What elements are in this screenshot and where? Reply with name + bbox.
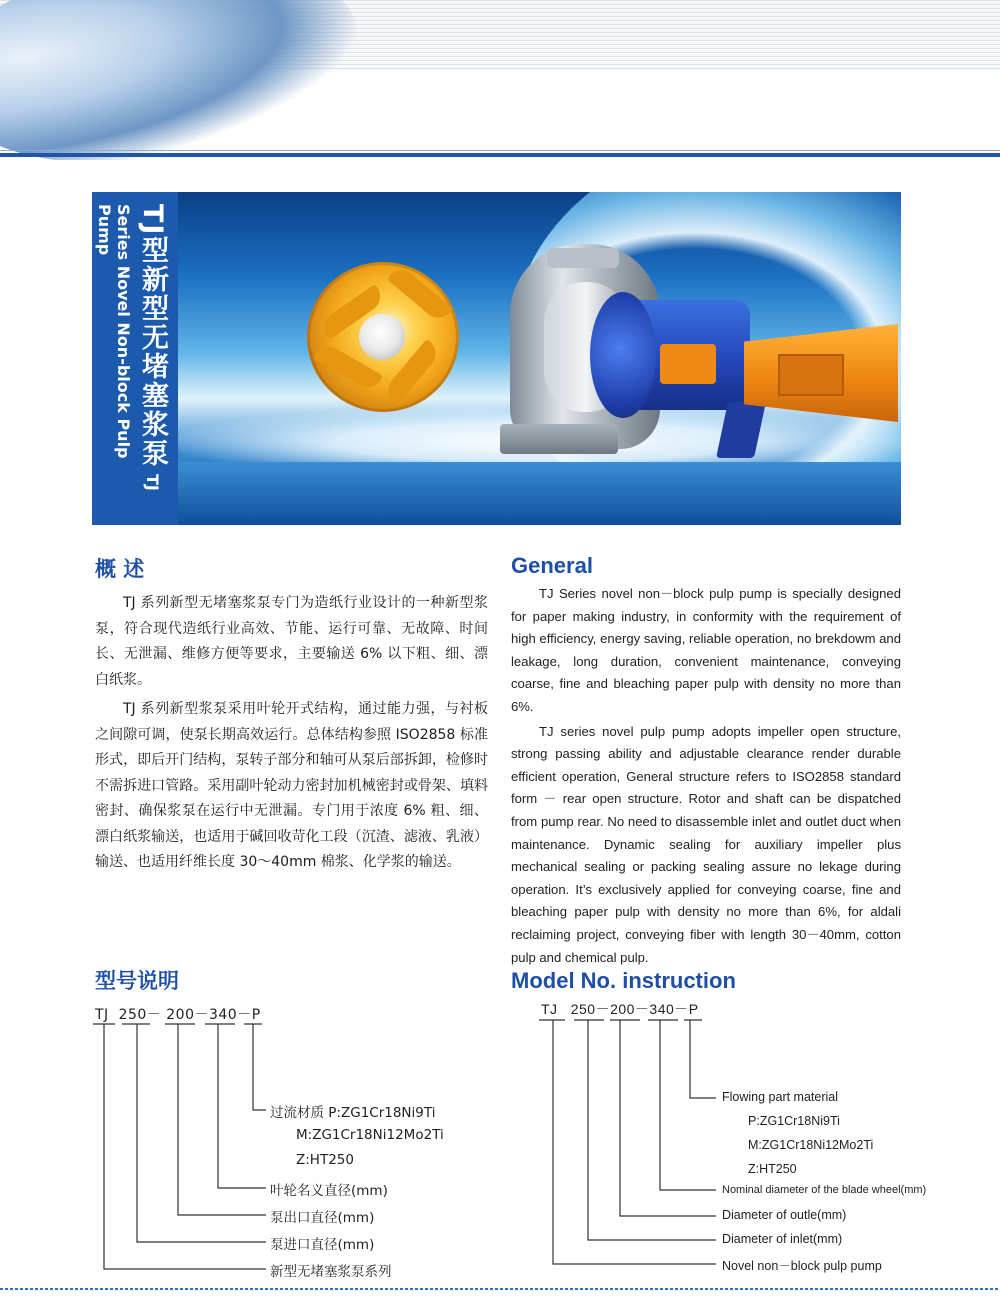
label-outlet-diameter-cn: 泵出口直径(mm): [270, 1210, 375, 1226]
banner-title-en: TJ Series Novel Non-block Pulp Pump: [95, 204, 162, 491]
label-series-en: Novel non－block pulp pump: [722, 1259, 882, 1273]
general-paragraph-cn: TJ 系列新型浆泵采用叶轮开式结构，通过能力强，与衬板之间隙可调，使泵长期高效运行。总体结构参照 ISO2858 标准形式，即后开门结构，泵转子部分和轴可从泵后部拆卸，检修时不需拆进口管路。采用副叶轮动力密封加机械密封或骨架、填料密封、确保浆泵在运行中无泄漏。专门用于浓度 6% 粗、细、漂白纸浆输送，也适用于碱回收苛化工段（沉渣、滤液、乳液）输送、也适用纤维长度 30～40mm 棉浆、化学浆的输送。: [95, 701, 488, 870]
general-heading-en: General: [511, 553, 593, 578]
model-heading-cn: 型号说明: [95, 969, 179, 993]
label-series-cn: 新型无堵塞浆泵系列: [270, 1264, 392, 1280]
bottom-dotted-rule: [0, 1288, 1000, 1290]
label-inlet-diameter-cn: 泵进口直径(mm): [270, 1237, 375, 1253]
general-paragraph-en: TJ Series novel non－block pulp pump is specially designed for paper making industry, in conformity with the requirement of high efficiency, energy saving, reliable operation, no brekdowm and leakage, long duration, convenient maintenance, conveying coarse, fine and bleaching paper pulp with density no more than 6%.: [511, 586, 901, 714]
general-heading-cn: 概 述: [95, 557, 145, 581]
label-material-m-en: M:ZG1Cr18Ni12Mo2Ti: [748, 1138, 874, 1152]
label-material-cn: 过流材质 P:ZG1Cr18Ni9Ti: [270, 1105, 436, 1121]
general-paragraph-cn: TJ 系列新型无堵塞浆泵专门为造纸行业设计的一种新型浆泵，符合现代造纸行业高效、节能、运行可靠、无故障、时间长、无泄漏、维修方便等要求，主要输送 6% 以下粗、细、漂白纸浆。: [95, 595, 488, 688]
label-material-p-en: P:ZG1Cr18Ni9Ti: [748, 1114, 840, 1128]
label-inlet-diameter-en: Diameter of inlet(mm): [722, 1232, 843, 1246]
label-impeller-diameter-en: Nominal diameter of the blade wheel(mm): [722, 1184, 927, 1196]
label-outlet-diameter-en: Diameter of outle(mm): [722, 1208, 847, 1222]
label-impeller-diameter-cn: 叶轮名义直径(mm): [270, 1183, 388, 1199]
label-material-en: Flowing part material: [722, 1090, 839, 1104]
label-material-m-cn: M:ZG1Cr18Ni12Mo2Ti: [296, 1127, 444, 1143]
general-paragraph-en: TJ series novel pulp pump adopts impeller open structure, strong passing ability and adjustable clearance render durable efficient operation, General structure refers to ISO2858 standard form － rear open structure. Rotor and shaft can be dispatched from pump rear. No need to disassemble inlet and outlet duct when maintenance. Dynamic sealing for auxiliary impeller plus mechanical sealing or packing sealing assure no lekage during operation. It’s exclusively applied for conveying coarse, fine and bleaching paper pulp with density no more than 6%, for aldali reclaiming project, conveying fiber with length 30－40mm, cotton pulp and chemical pulp.: [511, 723, 901, 965]
label-material-z-en: Z:HT250: [748, 1162, 797, 1176]
banner-title-cn: TJ型新型无堵塞浆泵: [137, 204, 168, 469]
model-code-en: TJ 250－200－340－P: [541, 1001, 699, 1017]
model-heading-en: Model No. instruction: [511, 968, 736, 993]
label-material-z-cn: Z:HT250: [296, 1152, 354, 1168]
model-code-cn: TJ 250－ 200－340－P: [95, 1007, 261, 1023]
